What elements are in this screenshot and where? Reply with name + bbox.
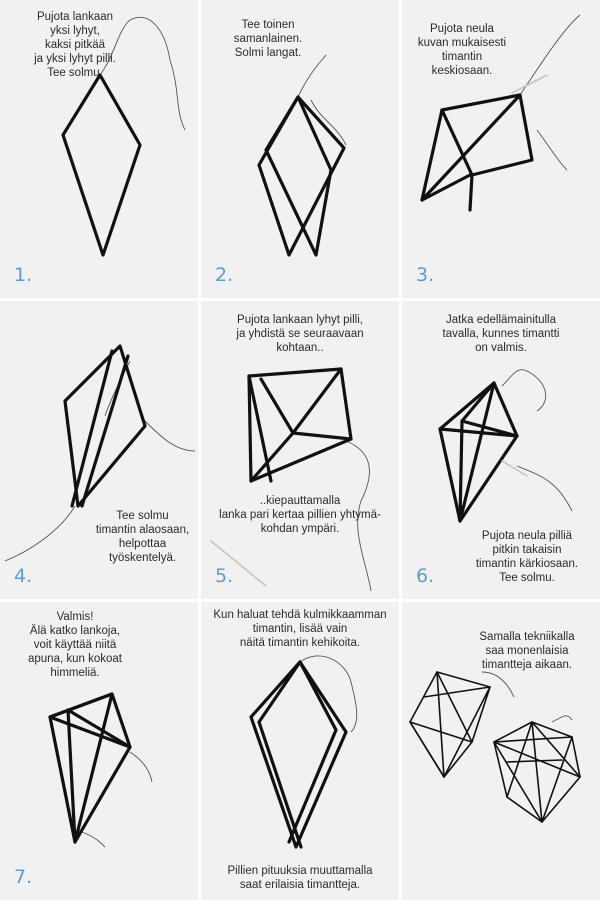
step-6-caption-bottom: Pujota neula pilliä pitkin takaisin timantin kärkiosaan. Tee solmu.: [475, 530, 579, 584]
step-6-number: 6.: [416, 565, 435, 587]
step-3-caption: Pujota neula kuvan mukaisesti timantin keskiosaan.: [417, 23, 507, 77]
variant-multiple-caption: Samalla tekniikalla saa monenlaisia timantteja aikaan.: [479, 631, 575, 671]
step-2-number: 2.: [215, 264, 234, 286]
variant-multiple-panel: [402, 602, 600, 900]
step-6-caption-top: Jatka edellämainitulla tavalla, kunnes timantti on valmis.: [442, 314, 560, 354]
step-7-caption: Valmis! Älä katko lankoja, voit käyttää niitä apuna, kun kokoat himmeliä.: [28, 611, 122, 679]
variant-angular-panel: [201, 602, 399, 900]
variant-angular-caption-top: Kun haluat tehdä kulmikkaamman timantin, lisää vain näitä timantin kehikoita.: [213, 609, 387, 649]
variant-angular-caption-bottom: Pillien pituuksia muuttamalla saat erilaisia timantteja.: [227, 865, 373, 891]
step-1-caption: Pujota lankaan yksi lyhyt, kaksi pitkää ja yksi lyhyt pilli. Tee solmu.: [34, 11, 116, 79]
step-6-panel: [402, 301, 600, 599]
step-7-panel: [0, 602, 198, 900]
step-4-number: 4.: [14, 565, 33, 587]
step-3-panel: [402, 0, 600, 298]
step-7-number: 7.: [14, 866, 33, 888]
step-5-number: 5.: [215, 565, 234, 587]
step-2-panel: [201, 0, 399, 298]
step-5-caption-bottom: ..kiepauttamalla lanka pari kertaa pillien yhtymä- kohdan ympäri.: [219, 495, 381, 535]
step-5-caption-top: Pujota lankaan lyhyt pilli, ja yhdistä se seuraavaan kohtaan..: [236, 314, 364, 354]
step-1-number: 1.: [14, 264, 33, 286]
step-5-panel: [201, 301, 399, 599]
step-4-caption: Tee solmu timantin alaosaan, helpottaa työskentelyä.: [95, 510, 190, 564]
step-3-number: 3.: [416, 264, 435, 286]
step-2-caption: Tee toinen samanlainen. Solmi langat.: [233, 19, 303, 59]
step-1-panel: [0, 0, 198, 298]
step-4-panel: [0, 301, 198, 599]
